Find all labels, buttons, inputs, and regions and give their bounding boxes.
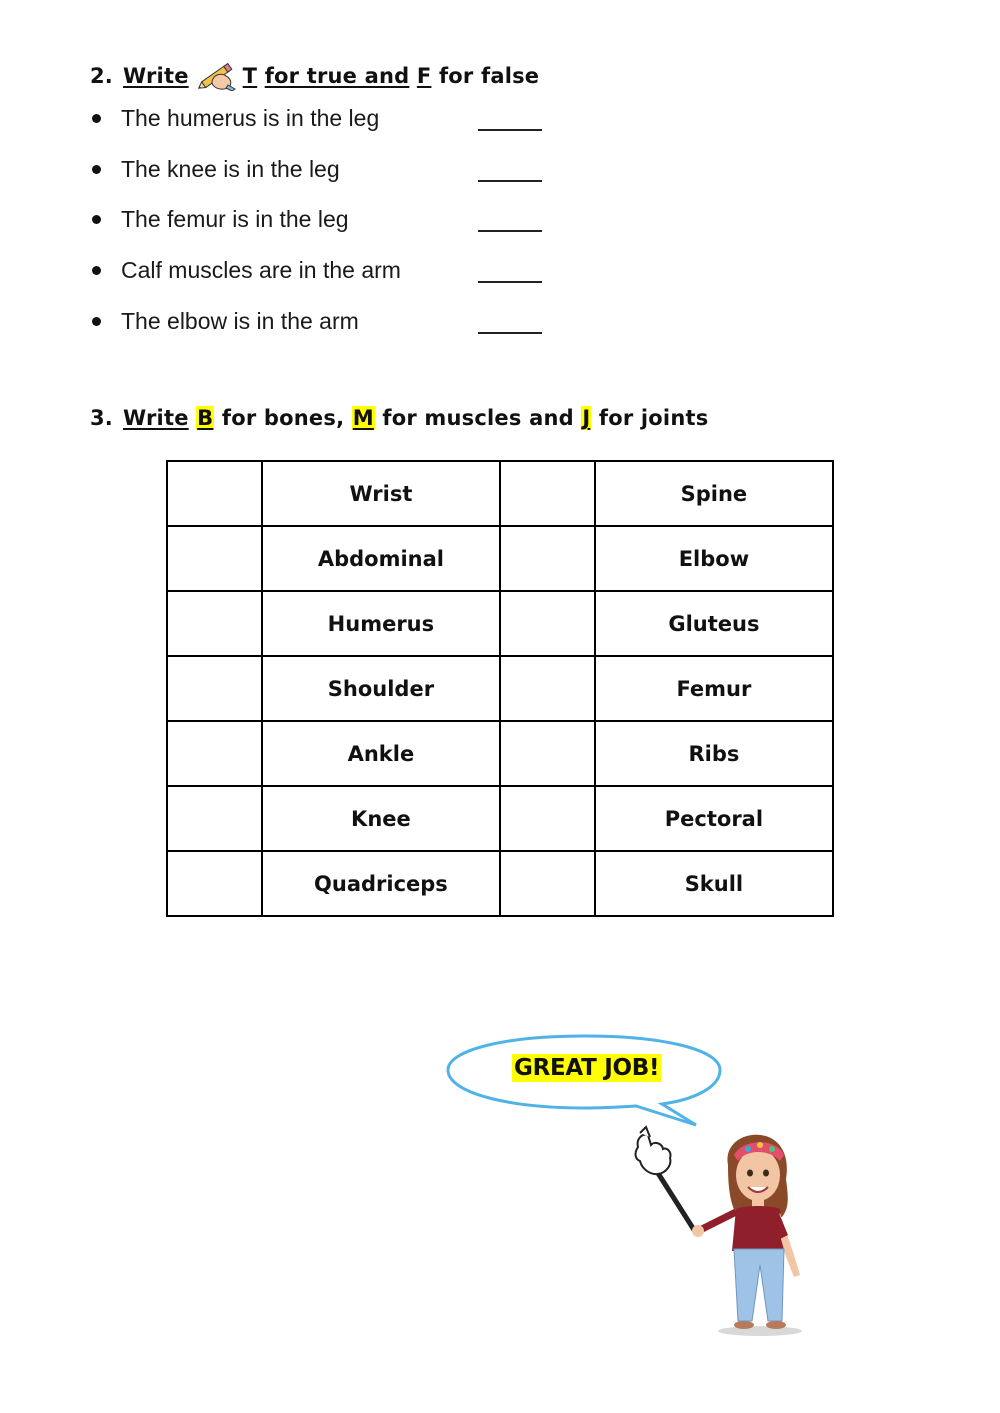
table-row <box>167 656 833 721</box>
table-row <box>167 786 833 851</box>
table-row <box>167 851 833 916</box>
answer-cell[interactable] <box>167 591 262 656</box>
bullet-icon <box>92 165 101 174</box>
term-cell: Abdominal <box>262 526 500 591</box>
hand-writing-icon <box>195 61 239 91</box>
answer-cell[interactable] <box>500 591 595 656</box>
answer-cell[interactable] <box>500 786 595 851</box>
answer-cell[interactable] <box>500 656 595 721</box>
term-cell: Wrist <box>262 461 500 526</box>
term-cell: Humerus <box>262 591 500 656</box>
table-row <box>167 461 833 526</box>
term-cell: Shoulder <box>262 656 500 721</box>
q3-write-word: Write <box>123 406 189 430</box>
bullet-icon <box>92 266 101 275</box>
q2-for-false: for false <box>438 64 540 88</box>
answer-blank[interactable] <box>478 129 542 131</box>
statement-text: Calf muscles are in the arm <box>121 257 401 284</box>
q2-t-letter: T <box>242 64 258 88</box>
q3-j-letter: J <box>582 406 591 430</box>
answer-cell[interactable] <box>167 786 262 851</box>
list-item <box>90 201 560 252</box>
term-cell: Pectoral <box>595 786 833 851</box>
answer-blank[interactable] <box>478 180 542 182</box>
statement-text: The femur is in the leg <box>121 206 349 233</box>
answer-cell[interactable] <box>167 656 262 721</box>
teacher-avatar-with-pointer-icon <box>620 1125 820 1340</box>
answer-cell[interactable] <box>167 526 262 591</box>
q3-m-letter: M <box>352 406 374 430</box>
q3-number: 3. <box>90 406 113 430</box>
list-item <box>90 100 560 151</box>
term-cell: Knee <box>262 786 500 851</box>
answer-blank[interactable] <box>478 332 542 334</box>
bullet-icon <box>92 317 101 326</box>
table-row <box>167 526 833 591</box>
answer-cell[interactable] <box>500 851 595 916</box>
term-cell: Skull <box>595 851 833 916</box>
statement-text: The elbow is in the arm <box>121 307 359 334</box>
term-cell: Quadriceps <box>262 851 500 916</box>
answer-blank[interactable] <box>478 281 542 283</box>
table-row <box>167 721 833 786</box>
statement-text: The humerus is in the leg <box>121 105 380 131</box>
list-item <box>90 303 560 354</box>
q3-b-letter: B <box>197 406 214 430</box>
term-cell: Femur <box>595 656 833 721</box>
answer-cell[interactable] <box>167 851 262 916</box>
answer-cell[interactable] <box>500 721 595 786</box>
q3-heading <box>90 406 708 430</box>
table-row <box>167 591 833 656</box>
list-item <box>90 252 560 303</box>
term-cell: Spine <box>595 461 833 526</box>
bullet-icon <box>92 215 101 224</box>
sorting-table <box>166 460 834 917</box>
q2-for-true-and: for true and <box>264 64 410 88</box>
statement-text: The knee is in the leg <box>121 155 340 182</box>
q2-heading <box>90 61 539 91</box>
term-cell: Ankle <box>262 721 500 786</box>
great-job-text: GREAT JOB! <box>514 1055 660 1081</box>
q2-number: 2. <box>90 64 113 88</box>
answer-cell[interactable] <box>500 461 595 526</box>
answer-cell[interactable] <box>500 526 595 591</box>
term-cell: Ribs <box>595 721 833 786</box>
true-false-list <box>90 100 560 353</box>
q2-write-word: Write <box>123 64 189 88</box>
bullet-icon <box>92 114 101 123</box>
q3-for-muscles-and: for muscles and <box>382 406 574 430</box>
term-cell: Gluteus <box>595 591 833 656</box>
q2-f-letter: F <box>416 64 432 88</box>
answer-blank[interactable] <box>478 230 542 232</box>
list-item <box>90 151 560 202</box>
q3-for-bones: for bones, <box>221 406 345 430</box>
q3-for-joints: for joints <box>598 406 709 430</box>
term-cell: Elbow <box>595 526 833 591</box>
answer-cell[interactable] <box>167 461 262 526</box>
answer-cell[interactable] <box>167 721 262 786</box>
